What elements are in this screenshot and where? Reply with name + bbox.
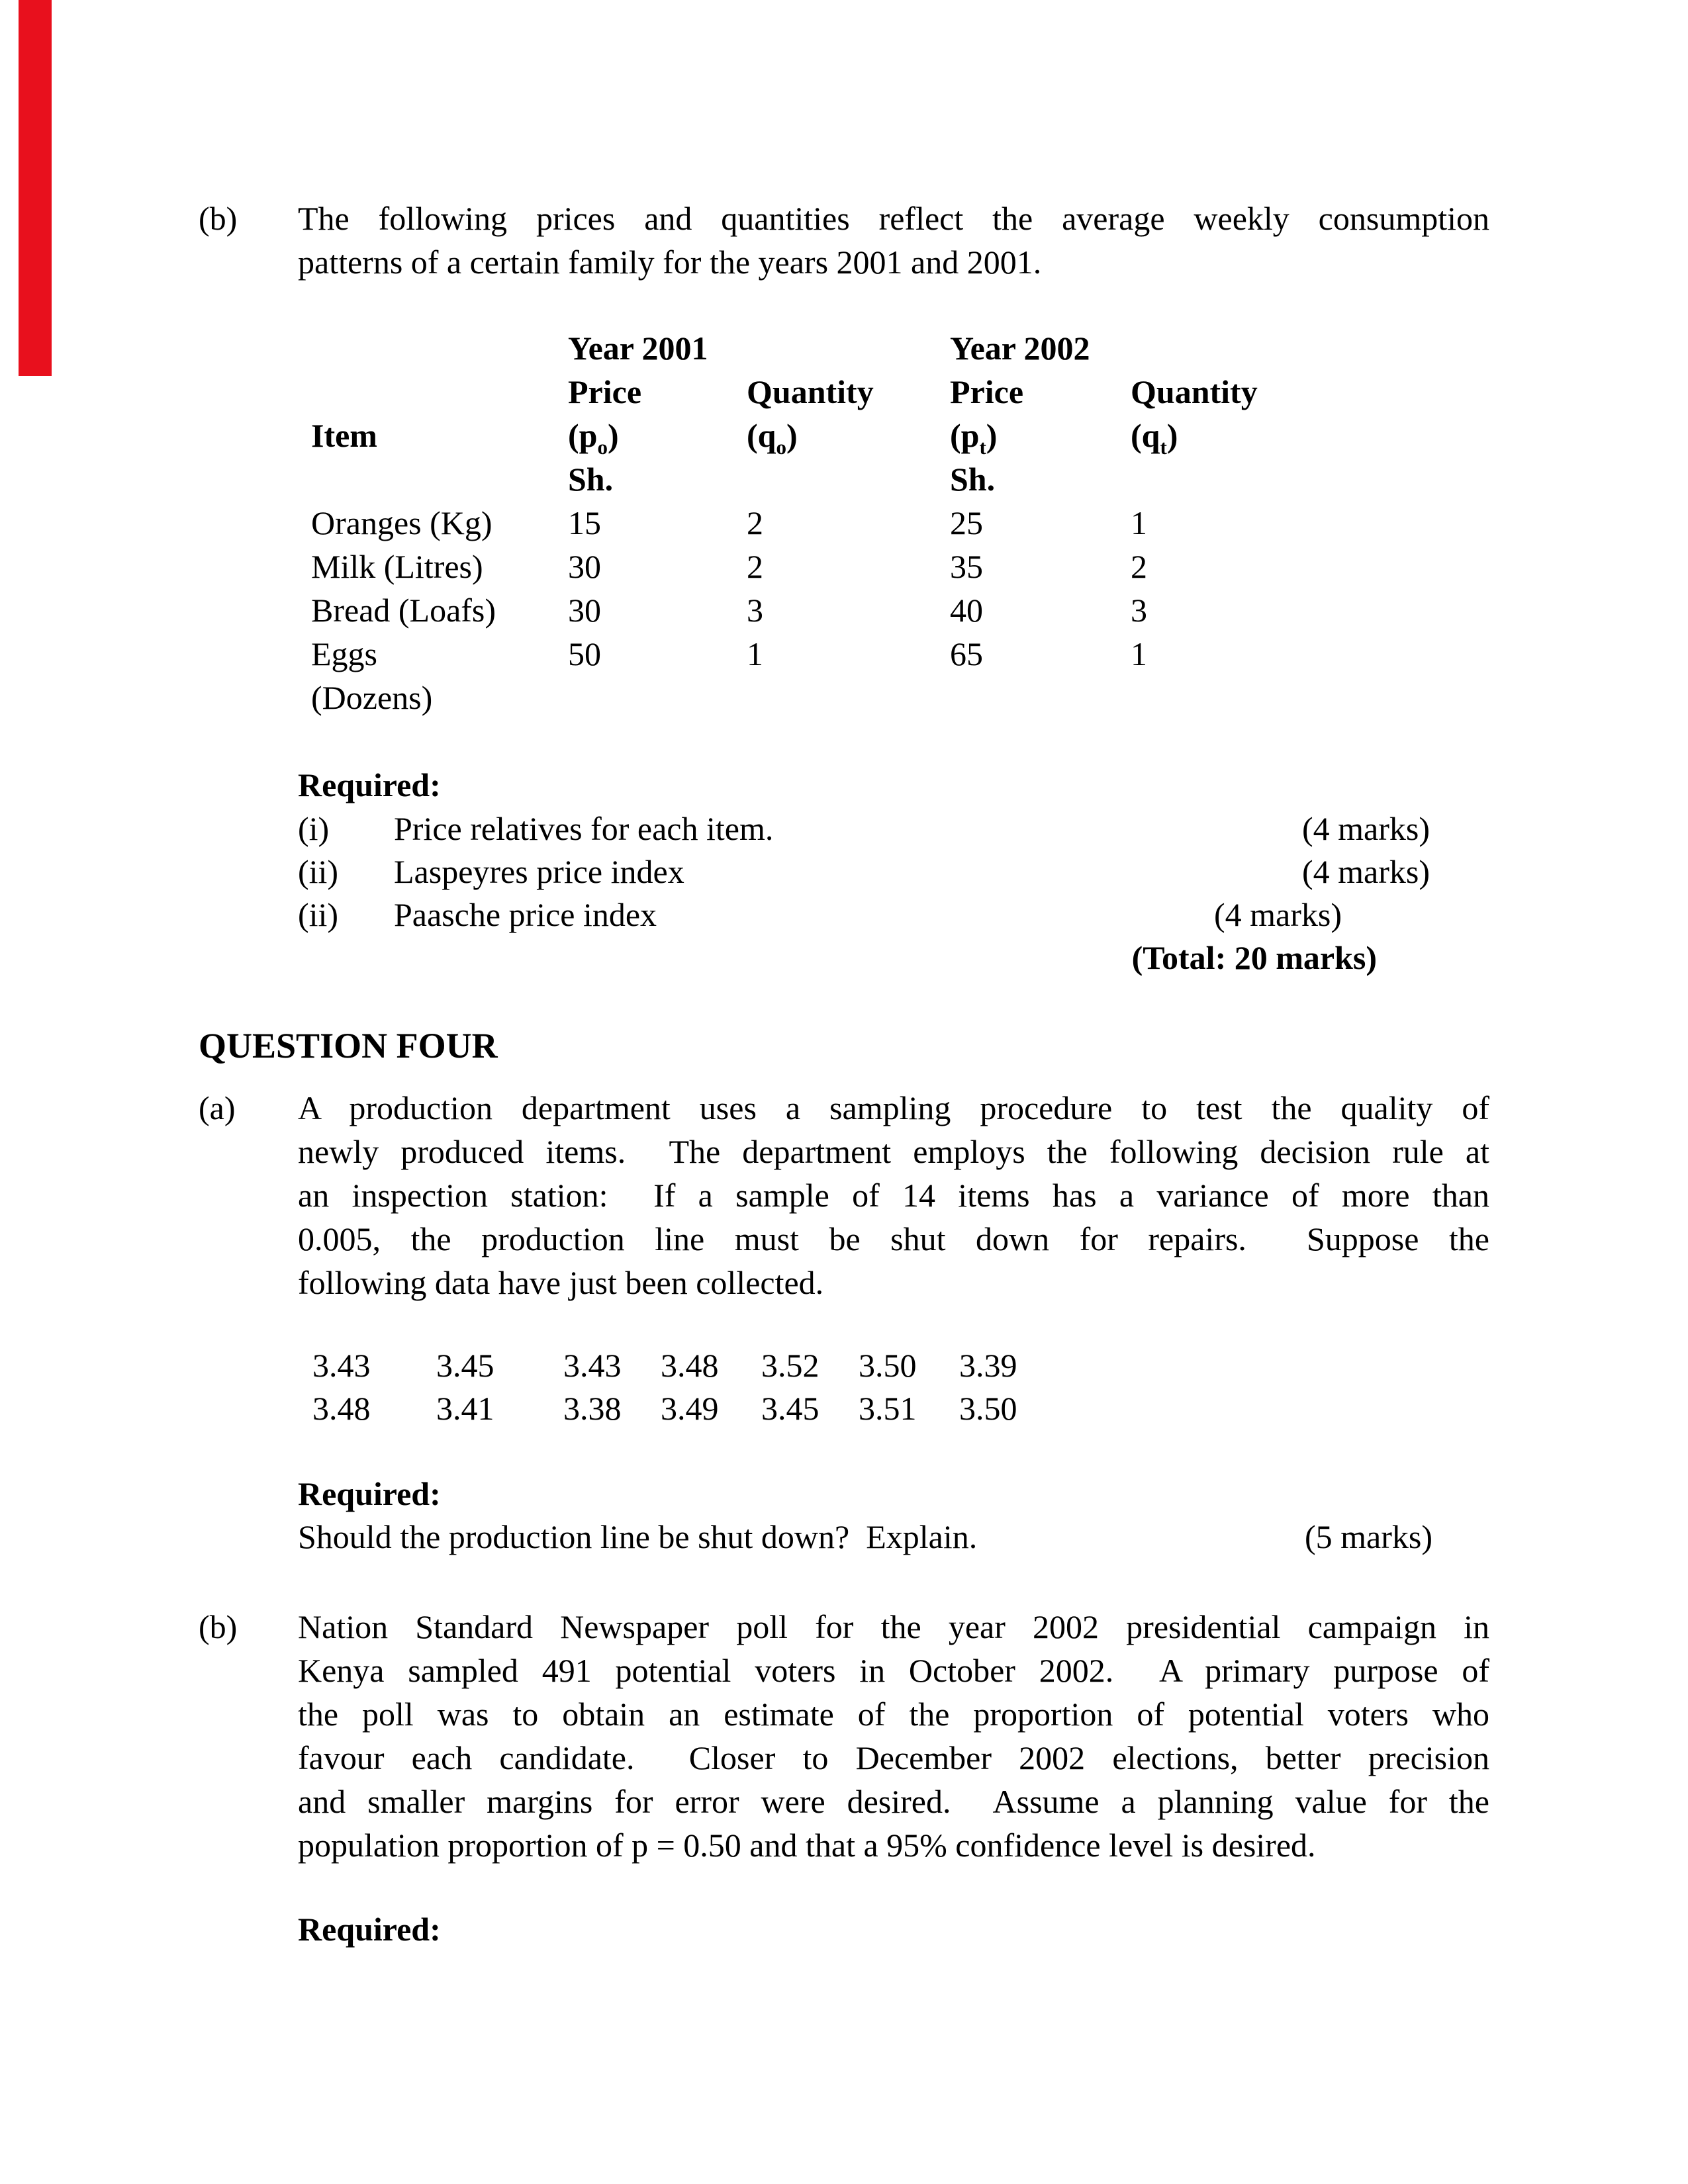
table-header-price-2001: Price bbox=[568, 373, 642, 410]
table-cell: 25 bbox=[950, 504, 983, 541]
required1-item-num: (ii) bbox=[298, 853, 339, 890]
required1-item-text: Price relatives for each item. bbox=[394, 810, 774, 847]
table-cell: 40 bbox=[950, 592, 983, 629]
sample-value: 3.50 bbox=[859, 1347, 917, 1384]
part-b2-line: Nation Standard Newspaper poll for the year 2002 presidential campaign in bbox=[298, 1608, 1489, 1645]
question-four-heading: QUESTION FOUR bbox=[199, 1026, 498, 1066]
required2-title: Required: bbox=[298, 1475, 441, 1512]
part-b1-paragraph bbox=[298, 197, 1489, 284]
table-cell: 3 bbox=[1131, 592, 1147, 629]
part-b2-line: population proportion of p = 0.50 and that a 95% confidence level is desired. bbox=[298, 1827, 1316, 1864]
sample-data-grid bbox=[312, 1344, 1065, 1430]
table-cell: 15 bbox=[568, 504, 601, 541]
table-header-year-2001: Year 2001 bbox=[568, 330, 708, 367]
sample-value: 3.43 bbox=[563, 1347, 622, 1384]
table-sh-2002: Sh. bbox=[950, 461, 996, 498]
part-a-line: 0.005, the production line must be shut down for repairs. Suppose the bbox=[298, 1220, 1489, 1257]
part-b2-line: the poll was to obtain an estimate of the proportion of potential voters who bbox=[298, 1696, 1489, 1733]
table-cell: 1 bbox=[747, 635, 763, 672]
table-cell: 2 bbox=[747, 504, 763, 541]
table-header-quantity-2001: Quantity bbox=[747, 373, 874, 410]
part-b1-line: The following prices and quantities reflect the average weekly consumption bbox=[298, 200, 1489, 237]
table-sh-2001: Sh. bbox=[568, 461, 614, 498]
required1-item-num: (ii) bbox=[298, 896, 339, 933]
part-a-line: newly produced items. The department employs the following decision rule at bbox=[298, 1133, 1489, 1170]
sample-value: 3.48 bbox=[661, 1347, 719, 1384]
table-row-item: Milk (Litres) bbox=[311, 548, 483, 585]
sample-value: 3.43 bbox=[312, 1347, 371, 1384]
required1-item-text: Laspeyres price index bbox=[394, 853, 684, 890]
sample-value: 3.48 bbox=[312, 1390, 371, 1427]
marks-badge: (4 marks) bbox=[1214, 896, 1342, 933]
part-a-line: following data have just been collected. bbox=[298, 1264, 824, 1301]
part-b2-line: Kenya sampled 491 potential voters in October 2002. A primary purpose of bbox=[298, 1652, 1489, 1689]
part-b2-label: (b) bbox=[199, 1608, 238, 1645]
sample-value: 3.49 bbox=[661, 1390, 719, 1427]
part-a-label: (a) bbox=[199, 1089, 236, 1126]
required1-item-num: (i) bbox=[298, 810, 330, 847]
table-header-quantity-2002: Quantity bbox=[1131, 373, 1258, 410]
part-b1-label: (b) bbox=[199, 200, 238, 237]
required2-question: Should the production line be shut down? Explain. bbox=[298, 1518, 978, 1555]
table-cell: 1 bbox=[1131, 504, 1147, 541]
sample-value: 3.50 bbox=[959, 1390, 1017, 1427]
table-symbol-p0: $(p_o)$ bbox=[568, 417, 619, 459]
table-row-item-wrap: (Dozens) bbox=[311, 679, 433, 716]
table-cell: 50 bbox=[568, 635, 601, 672]
marks-badge: (4 marks) bbox=[1302, 810, 1430, 847]
part-b2-line: favour each candidate. Closer to December 2002 elections, better precision bbox=[298, 1739, 1489, 1776]
consumption-table bbox=[311, 326, 1324, 719]
sample-value: 3.45 bbox=[436, 1347, 494, 1384]
part-a-line: A production department uses a sampling procedure to test the quality of bbox=[298, 1089, 1489, 1126]
table-row-item: Eggs bbox=[311, 635, 377, 672]
sample-value: 3.51 bbox=[859, 1390, 917, 1427]
sample-value: 3.38 bbox=[563, 1390, 622, 1427]
required1-item bbox=[298, 893, 657, 936]
sample-value: 3.41 bbox=[436, 1390, 494, 1427]
required1-item-text: Paasche price index bbox=[394, 896, 657, 933]
table-row-item: Bread (Loafs) bbox=[311, 592, 496, 629]
part-b2-paragraph bbox=[298, 1605, 1489, 1867]
required1-item bbox=[298, 850, 684, 893]
part-b1-line: patterns of a certain family for the years 2001 and 2001. bbox=[298, 244, 1042, 281]
table-cell: 3 bbox=[747, 592, 763, 629]
table-header-year-2002: Year 2002 bbox=[950, 330, 1090, 367]
table-cell: 30 bbox=[568, 548, 601, 585]
table-symbol-pt: $(p_t)$ bbox=[950, 417, 998, 459]
marks-badge: (5 marks) bbox=[1305, 1518, 1432, 1555]
required1-item bbox=[298, 807, 773, 850]
table-cell: 2 bbox=[747, 548, 763, 585]
total-marks: (Total: 20 marks) bbox=[1131, 939, 1377, 976]
table-cell: 2 bbox=[1131, 548, 1147, 585]
table-symbol-q0: $(q_o)$ bbox=[747, 417, 798, 459]
red-margin-mark bbox=[19, 0, 52, 376]
sample-value: 3.45 bbox=[761, 1390, 820, 1427]
sample-value: 3.52 bbox=[761, 1347, 820, 1384]
table-header-item: Item bbox=[311, 417, 377, 454]
table-cell: 35 bbox=[950, 548, 983, 585]
table-cell: 30 bbox=[568, 592, 601, 629]
sample-value: 3.39 bbox=[959, 1347, 1017, 1384]
table-header-price-2002: Price bbox=[950, 373, 1024, 410]
marks-badge: (4 marks) bbox=[1302, 853, 1430, 890]
part-b2-line: and smaller margins for error were desired. Assume a planning value for the bbox=[298, 1783, 1489, 1820]
required1-title: Required: bbox=[298, 766, 441, 803]
table-cell: 1 bbox=[1131, 635, 1147, 672]
table-cell: 65 bbox=[950, 635, 983, 672]
part-a-paragraph bbox=[298, 1086, 1489, 1304]
required3-title: Required: bbox=[298, 1911, 441, 1948]
table-symbol-qt: $(q_t)$ bbox=[1131, 417, 1178, 459]
part-a-line: an inspection station: If a sample of 14 items has a variance of more than bbox=[298, 1177, 1489, 1214]
table-row-item: Oranges (Kg) bbox=[311, 504, 492, 541]
